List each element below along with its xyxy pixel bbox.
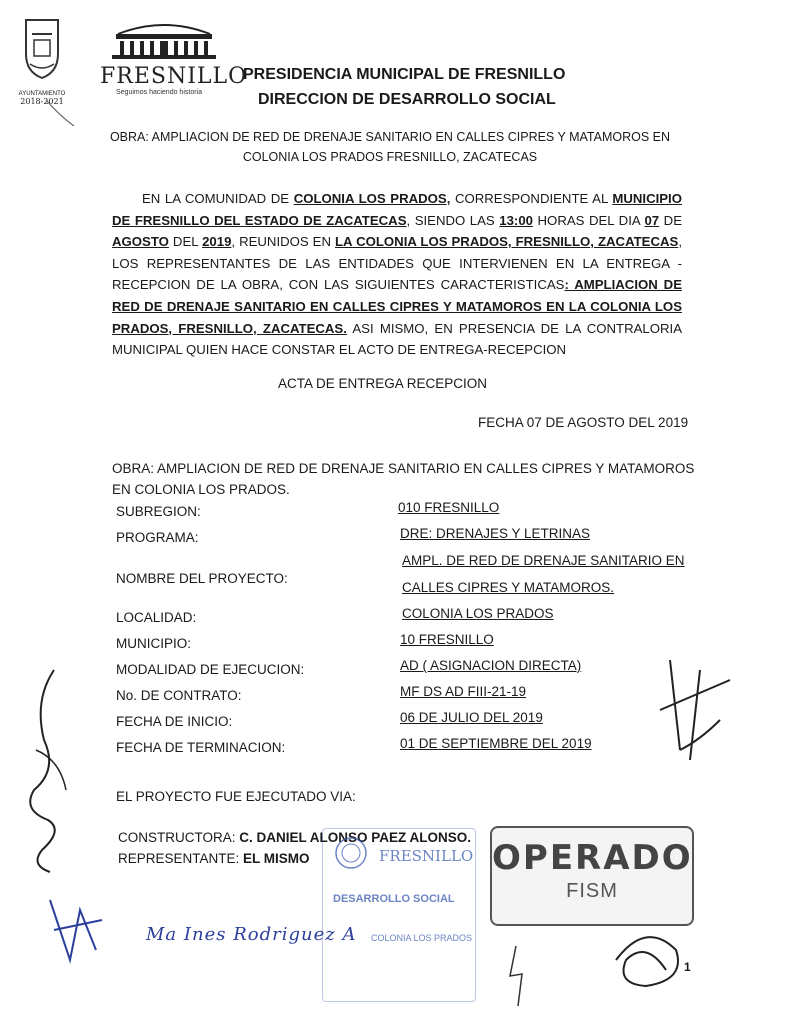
terminacion-value: 01 DE SEPTIEMBRE DEL 2019 [400, 736, 592, 751]
intro-caracteristicas: : AMPLIACION DE RED DE DRENAJE SANITARIO EN CALLES CIPRES Y MATAMOROS EN LA COLONIA LOS PRADOS, FRESNILLO, ZACATECAS. [112, 277, 682, 336]
handwritten-name: Ma Ines Rodriguez A [146, 924, 357, 945]
seal-caption: AYUNTAMIENTO [18, 91, 66, 97]
signature-right [640, 650, 740, 770]
municipio-label: MUNICIPIO: [116, 636, 192, 651]
signature-left [14, 660, 74, 880]
intro-text: DEL [168, 234, 203, 250]
intro-mes: AGOSTO [112, 234, 169, 250]
operado-text: OPERADO [492, 838, 693, 878]
page-number: 1 [684, 960, 691, 974]
pen-stroke [500, 940, 530, 1010]
stamp-brand: FRESNILLO [379, 847, 474, 865]
intro-anio: 2019 [202, 234, 232, 250]
ejecutado-via: EL PROYECTO FUE EJECUTADO VIA: [116, 789, 356, 804]
operado-stamp [490, 826, 694, 926]
inicio-value: 06 DE JULIO DEL 2019 [400, 710, 543, 725]
obra-detail-line1: OBRA: AMPLIACION DE RED DE DRENAJE SANITARIO EN CALLES CIPRES Y MATAMOROS [112, 461, 695, 476]
modalidad-value: AD ( ASIGNACION DIRECTA) [400, 658, 582, 673]
fism-text: FISM [566, 880, 618, 902]
obra-header-line2: COLONIA LOS PRADOS FRESNILLO, ZACATECAS [242, 150, 538, 164]
subregion-value: 010 FRESNILLO [398, 500, 500, 515]
signature-bottom-right [596, 920, 696, 1000]
stamp-line1: DESARROLLO SOCIAL [333, 893, 455, 905]
logo-tagline: Seguimos haciendo historia [116, 89, 202, 96]
contrato-value: MF DS AD FIII-21-19 [400, 684, 527, 699]
intro-lugar: LA COLONIA LOS PRADOS, FRESNILLO, ZACATECAS [335, 234, 679, 250]
nombre-proyecto-value-2: CALLES CIPRES Y MATAMOROS. [402, 580, 615, 595]
representante-line [118, 851, 310, 866]
intro-text: HORAS DEL DIA [533, 212, 645, 228]
obra-detail-line2: EN COLONIA LOS PRADOS. [112, 482, 290, 497]
stamp-emblem-icon [333, 835, 369, 871]
intro-text: DE [659, 212, 682, 228]
fecha-acta: FECHA 07 DE AGOSTO DEL 2019 [478, 415, 689, 430]
intro-text: , LOS REPRESENTANTES DE LAS ENTIDADES QUE INTERVIENEN EN LA ENTREGA - RECEPCION DE LA OBRA, CON LAS SIGUIENTES CARACTERISTICAS [112, 234, 682, 293]
intro-text: ASI MISMO, EN PRESENCIA DE LA CONTRALORIA MUNICIPAL QUIEN HACE CONSTAR EL ACTO DE ENTREGA-RECEPCION [112, 320, 683, 358]
inicio-label: FECHA DE INICIO: [116, 714, 233, 729]
intro-text: CORRESPONDIENTE AL [450, 191, 613, 206]
terminacion-label: FECHA DE TERMINACION: [116, 740, 286, 755]
logo-name: FRESNILLO [100, 64, 248, 89]
nombre-proyecto-value-1: AMPL. DE RED DE DRENAJE SANITARIO EN [402, 553, 685, 568]
intro-paragraph [112, 188, 682, 361]
signature-bottom-left [40, 890, 110, 970]
localidad-label: LOCALIDAD: [116, 610, 197, 625]
contrato-label: No. DE CONTRATO: [116, 688, 242, 703]
title-presidencia: PRESIDENCIA MUNICIPAL DE FRESNILLO [243, 66, 566, 83]
programa-label: PROGRAMA: [116, 530, 199, 545]
contraloria-stamp [322, 828, 476, 1002]
building-icon [100, 16, 228, 60]
obra-header-line1: OBRA: AMPLIACION DE RED DE DRENAJE SANITARIO EN CALLES CIPRES Y MATAMOROS EN [109, 130, 671, 144]
intro-hora: 13:00 [499, 212, 533, 228]
representante-label: REPRESENTANTE: [118, 851, 244, 866]
intro-text: EN LA COMUNIDAD DE [142, 191, 294, 206]
subregion-label: SUBREGION: [116, 504, 201, 519]
pen-mark [40, 96, 80, 132]
representante-value: EL MISMO [243, 851, 310, 866]
constructora-label: CONSTRUCTORA: [118, 830, 240, 845]
intro-localidad: COLONIA LOS PRADOS, [293, 191, 451, 206]
seal-years: 2018-2021 [20, 97, 64, 106]
shield-icon [12, 14, 72, 84]
fresnillo-logo [100, 16, 248, 96]
municipio-value: 10 FRESNILLO [400, 632, 494, 647]
intro-text: , SIENDO LAS [406, 212, 500, 228]
nombre-proyecto-label: NOMBRE DEL PROYECTO: [116, 571, 288, 586]
title-direccion: DIRECCION DE DESARROLLO SOCIAL [258, 91, 556, 108]
stamp-line2: COLONIA LOS PRADOS [371, 933, 473, 943]
intro-municipio: MUNICIPIO DE FRESNILLO DEL ESTADO DE ZACATECAS [112, 191, 682, 228]
localidad-value: COLONIA LOS PRADOS [402, 606, 554, 621]
constructora-value: C. DANIEL ALONSO PAEZ ALONSO. [239, 830, 472, 845]
intro-dia: 07 [644, 212, 660, 228]
modalidad-label: MODALIDAD DE EJECUCION: [116, 662, 305, 677]
programa-value: DRE: DRENAJES Y LETRINAS [400, 526, 591, 541]
intro-text: , REUNIDOS EN [231, 234, 335, 250]
acta-title: ACTA DE ENTREGA RECEPCION [278, 376, 488, 391]
